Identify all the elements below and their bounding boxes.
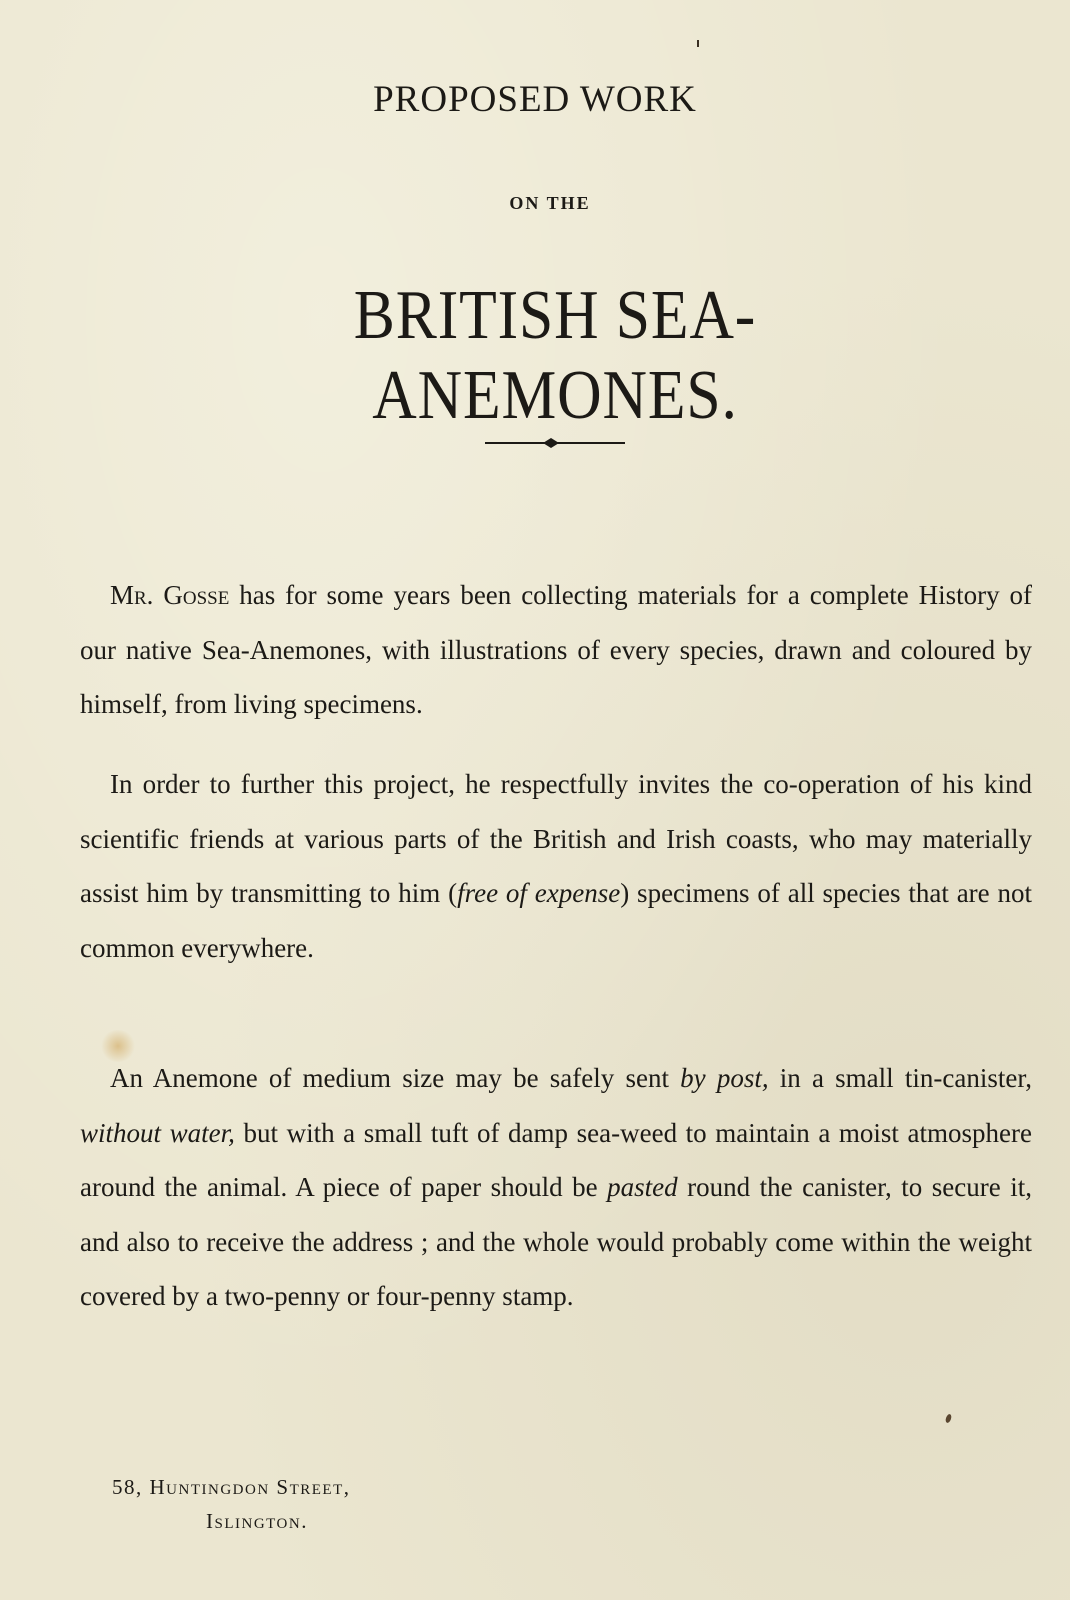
paragraph-3-italic-c: pasted bbox=[607, 1172, 678, 1202]
paragraph-3-italic-b: without water, bbox=[80, 1117, 235, 1148]
address-line-1: 58, Huntingdon Street, bbox=[112, 1475, 351, 1499]
paragraph-2-text-a: In order to further this project, he respectfully invites the co-operation of his kind scientific friends at various parts of the British and Irish coasts, who may materially assist him by transmitting to him ( bbox=[80, 769, 1032, 908]
paragraph-3-text-a: An Anemone of medium size may be safely sent bbox=[110, 1063, 681, 1093]
address-line-2: Islington. bbox=[206, 1509, 308, 1533]
title-line-1: PROPOSED WORK bbox=[373, 79, 697, 120]
ornament-divider bbox=[485, 436, 625, 450]
title-line-2: ON THE bbox=[509, 193, 591, 213]
paragraph-1 bbox=[80, 568, 1032, 732]
address-block bbox=[112, 1470, 351, 1538]
ink-speck bbox=[697, 40, 699, 47]
main-title: BRITISH SEA-ANEMONES. bbox=[353, 277, 757, 434]
paragraph-2 bbox=[80, 757, 1032, 975]
author-name: Mr. Gosse bbox=[110, 580, 230, 610]
paragraph-3-text-d: round the canister, to secure it, and also to receive the address ; and the whole would probably come within the weight covered by a two-penny or four-penny stamp. bbox=[80, 1172, 1032, 1311]
paragraph-1-text: has for some years been collecting materials for a complete History of our native Sea-Anemones, with illustrations of every species, drawn and coloured by himself, from living specimens. bbox=[80, 580, 1033, 719]
paragraph-3 bbox=[80, 1051, 1032, 1324]
paragraph-3-italic-a: by post, bbox=[680, 1063, 769, 1093]
ink-speck bbox=[945, 1413, 953, 1423]
paragraph-2-text-b: ) specimens of all species that are not common everywhere. bbox=[80, 878, 1033, 963]
paragraph-2-italic: free of expense bbox=[457, 878, 621, 908]
paragraph-3-text-b: in a small tin-canister, bbox=[768, 1063, 1032, 1093]
paragraph-3-text-c: but with a small tuft of damp sea-weed to maintain a moist atmosphere around the animal. A piece of paper should be bbox=[80, 1117, 1032, 1202]
